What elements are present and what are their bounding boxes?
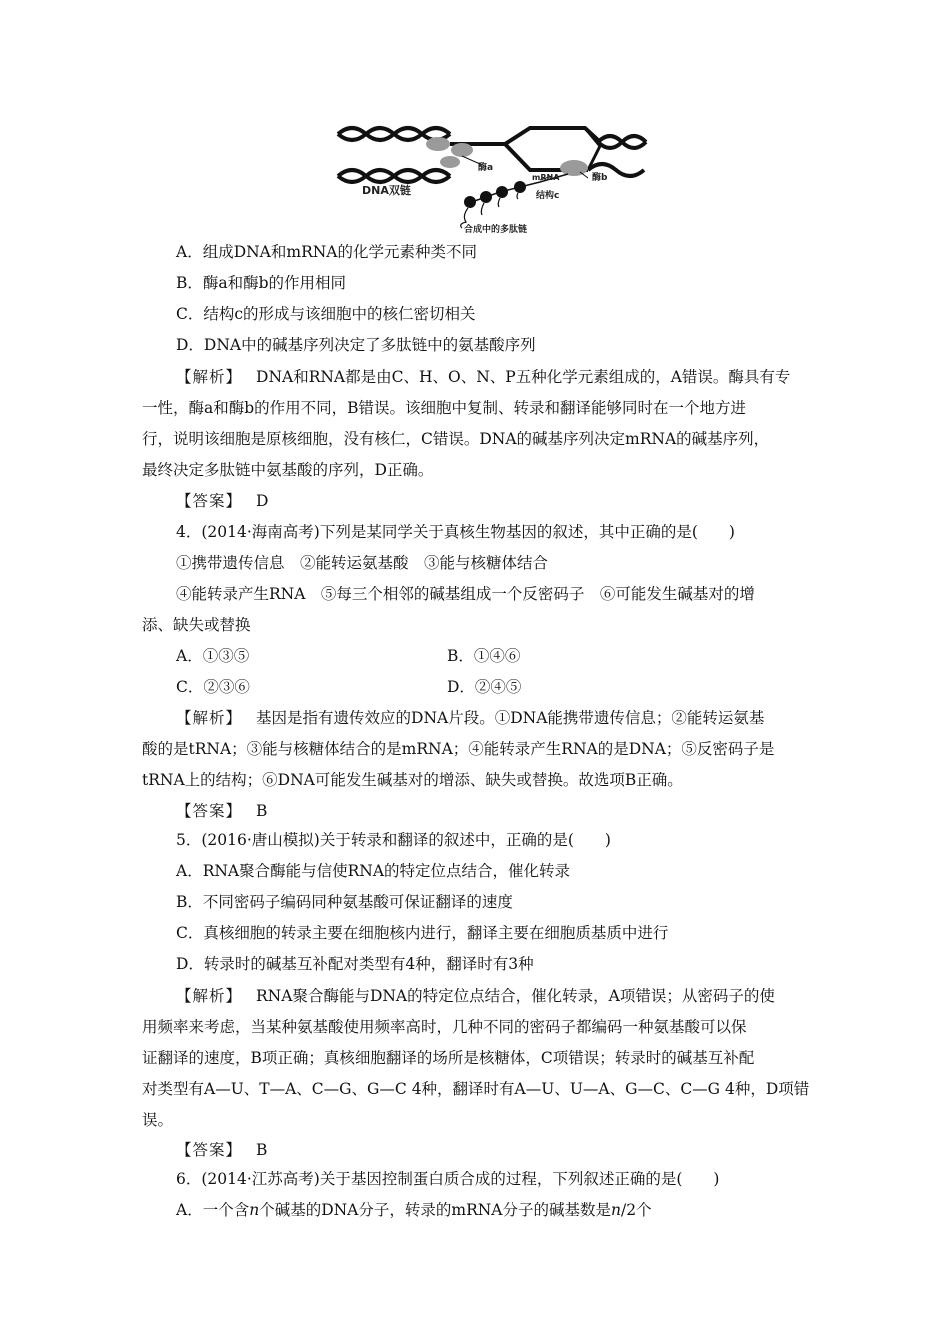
q4-analysis-line-3: tRNA上的结构；⑥DNA可能发生碱基对的增添、缺失或替换。故选项B正确。	[142, 771, 683, 789]
label-structure-c: 结构c	[536, 191, 560, 201]
q5-option-d: D．转录时的碱基互补配对类型有4种，翻译时有3种	[176, 955, 534, 973]
q4-analysis-line-1	[176, 708, 764, 728]
q4-analysis-line-2: 酸的是tRNA；③能与核糖体结合的是mRNA；④能转录产生RNA的是DNA；⑤反密码子是	[142, 740, 775, 758]
q5-stem: 5．(2016·唐山模拟)关于转录和翻译的叙述中，正确的是( )	[176, 831, 611, 849]
q3-option-a: A．组成DNA和mRNA的化学元素种类不同	[176, 243, 478, 261]
q5-analysis-line-2: 用频率来考虑，当某种氨基酸使用频率高时，几种不同的密码子都编码一种氨基酸可以保	[142, 1018, 747, 1036]
ribosome-3	[496, 186, 508, 198]
q5-option-c: C．真核细胞的转录主要在细胞核内进行，翻译主要在细胞质基质中进行	[176, 924, 669, 942]
answer-label: 【答案】	[176, 1141, 243, 1159]
q4-option-a: A．①③⑤	[176, 647, 250, 665]
analysis-text: RNA聚合酶能与DNA的特定位点结合，催化转录，A项错误；从密码子的使	[256, 987, 775, 1005]
answer-label: 【答案】	[176, 492, 243, 510]
polypeptide-4	[517, 193, 518, 199]
q6-option-a-pre: A．一个含	[176, 1201, 250, 1219]
analysis-text: DNA和RNA都是由C、H、O、N、P五种化学元素组成的，A错误。酶具有专	[256, 368, 791, 386]
enzyme-b-shape	[560, 160, 588, 176]
polypeptide-3	[498, 198, 500, 207]
q4-items-line-3: 添、缺失或替换	[142, 616, 251, 634]
ribosome-2	[480, 191, 492, 203]
q5-analysis-line-4: 对类型有A—U、T—A、C—G、G—C 4种，翻译时有A—U、U—A、G—C、C—G 4种，D项错	[142, 1080, 810, 1098]
analysis-text: 基因是指有遗传效应的DNA片段。①DNA能携带遗传信息；②能转运氨基	[256, 709, 765, 727]
label-enzyme-a: 酶a	[478, 163, 494, 173]
transcription-translation-figure	[330, 120, 660, 238]
q6-option-a-post: /2个	[620, 1201, 652, 1219]
answer-value: B	[256, 802, 268, 820]
q4-answer	[176, 801, 267, 821]
q6-stem: 6．(2014·江苏高考)关于基因控制蛋白质合成的过程，下列叙述正确的是( )	[176, 1170, 720, 1188]
q3-analysis-line-2: 一性，酶a和酶b的作用不同，B错误。该细胞中复制、转录和翻译能够同时在一个地方进	[142, 399, 747, 417]
label-polypeptide: 合成中的多肽链	[464, 225, 528, 235]
answer-label: 【答案】	[176, 802, 243, 820]
q4-option-b: B．①④⑥	[447, 647, 521, 665]
enzyme-a-shape-2	[451, 143, 473, 157]
ribosome-4	[514, 181, 526, 193]
dna-diagram	[330, 120, 660, 238]
q3-analysis-line-4: 最终决定多肽链中氨基酸的序列，D正确。	[142, 461, 434, 479]
q5-analysis-line-5: 误。	[142, 1111, 174, 1129]
q6-option-a-var-n2: n	[611, 1201, 621, 1219]
q6-option-a	[176, 1200, 652, 1220]
q5-answer	[176, 1140, 267, 1160]
q3-option-b: B．酶a和酶b的作用相同	[176, 274, 347, 292]
q3-option-c: C．结构c的形成与该细胞中的核仁密切相关	[176, 305, 476, 323]
analysis-label: 【解析】	[176, 709, 243, 727]
q3-option-d: D．DNA中的碱基序列决定了多肽链中的氨基酸序列	[176, 336, 536, 354]
label-mrna: mRNA	[532, 173, 560, 182]
answer-value: D	[256, 492, 269, 510]
enzyme-a-shape-1	[426, 137, 450, 151]
q4-stem: 4．(2014·海南高考)下列是某同学关于真核生物基因的叙述，其中正确的是( )	[176, 523, 735, 541]
q5-option-b: B．不同密码子编码同种氨基酸可保证翻译的速度	[176, 893, 513, 911]
q4-option-c: C．②③⑥	[176, 678, 250, 696]
analysis-label: 【解析】	[176, 368, 243, 386]
ribosome-1	[464, 196, 476, 208]
analysis-label: 【解析】	[176, 987, 243, 1005]
q5-option-a: A．RNA聚合酶能与信使RNA的特定位点结合，催化转录	[176, 862, 571, 880]
q5-analysis-line-3: 证翻译的速度，B项正确；真核细胞翻译的场所是核糖体，C项错误；转录时的碱基互补配	[142, 1049, 755, 1067]
dna-bubble-top	[450, 128, 598, 144]
label-dna-double-strand: DNA双链	[362, 184, 411, 197]
q4-option-d: D．②④⑤	[447, 678, 522, 696]
q3-analysis-line-1	[176, 367, 790, 387]
enzyme-a-shape-3	[440, 156, 460, 168]
answer-value: B	[256, 1141, 268, 1159]
q3-analysis-line-3: 行，说明该细胞是原核细胞，没有核仁，C错误。DNA的碱基序列决定mRNA的碱基序列，	[142, 430, 770, 448]
q5-analysis-line-1	[176, 986, 775, 1006]
q3-answer	[176, 491, 268, 511]
polypeptide-2	[481, 203, 484, 215]
q4-items-line-1: ①携带遗传信息 ②能转运氨基酸 ③能与核糖体结合	[176, 554, 549, 572]
q6-option-a-var-n: n	[249, 1201, 260, 1219]
q6-option-a-mid: 个碱基的DNA分子，转录的mRNA分子的碱基数是	[259, 1201, 611, 1219]
q4-items-line-2: ④能转录产生RNA ⑤每三个相邻的碱基组成一个反密码子 ⑥可能发生碱基对的增	[176, 585, 755, 603]
label-enzyme-b: 酶b	[592, 173, 608, 183]
